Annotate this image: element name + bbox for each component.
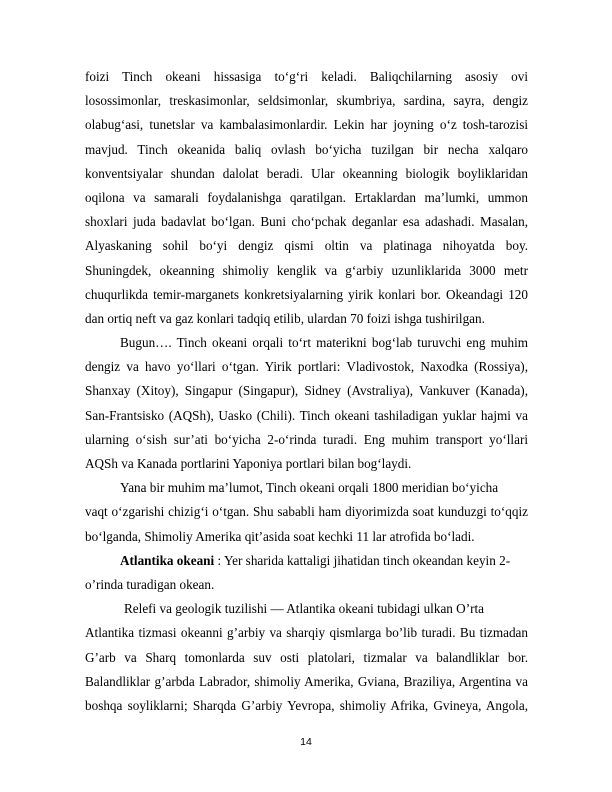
atlantic-heading-line [85,549,528,573]
text-line: foizi Tinch okeani hissasiga to‘g‘ri keladi. Baliqchilarning asosiy ovi [85,69,528,84]
text-line: olabug‘asi, tunetslar va kambalasimonlardir. Lekin har joyning o‘z tosh-tarozisi [85,117,528,133]
paragraph-start-line: Yana bir muhim ma’lumot, Tinch okeani orqali 1800 meridian bo‘yicha [120,480,499,496]
text-line: vaqt o‘zgarishi chizig‘i o‘tgan. Shu sababli ham diyorimizda soat kunduzgi to‘qqiz [85,504,528,520]
atlantic-heading-text: : Yer sharida kattaligi jihatidan tinch okeandan keyin 2- [214,552,511,568]
text-line: Atlantika tizmasi okeanni g’arbiy va sharqiy qismlarga bo’lib turadi. Bu tizmadan [85,625,528,641]
text-line: konventsiyalar shundan dalolat beradi. Ular okeanning biologik boyliklaridan [85,165,528,181]
text-line: Alyaskaning sohil bo‘yi dengiz qismi oltin va platinaga nihoyatda boy. [85,238,528,254]
paragraph-start-line: Bugun…. Tinch okeani orqali to‘rt materikni bog‘lab turuvchi eng muhim [120,335,528,351]
text-line: AQSh va Kanada portlarini Yaponiya portlari bilan bog‘laydi. [85,456,412,471]
atlantic-heading: Atlantika okeani [120,552,215,568]
text-line: dan ortiq neft va gaz konlari tadqiq etilib, ulardan 70 foizi ishga tushirilgan. [85,310,485,326]
paragraph-start-line: Relefi va geologik tuzilishi — Atlantika okeani tubidagi ulkan O’rta [124,601,485,617]
text-line: Shanxay (Xitoy), Singapur (Singapur), Sidney (Avstraliya), Vankuver (Kanada), [85,383,528,399]
text-line: Shuningdek, okeanning shimoliy kenglik va g‘arbiy uzunliklarida 3000 metr [85,262,528,278]
text-line: boshqa soyliklarni; Sharqda G’arbiy Yevropa, shimoliy Afrika, Gvineya, Angola, [85,697,528,713]
text-line: mavjud. Tinch okeanida baliq ovlash bo‘yicha tuzilgan bir necha xalqaro [85,141,528,157]
text-line: oqilona va samarali foydalanishga qaratilgan. Ertaklardan ma’lumki, ummon [85,189,528,205]
text-line: G’arb va Sharq tomonlarda suv osti platolari, tizmalar va balandliklar bor. [85,649,528,665]
text-line: chuqurlikda temir-marganets konkretsiyalarning yirik konlari bor. Okeandagi 120 [85,286,528,302]
text-line: losossimonlar, treskasimonlar, seldsimonlar, skumbriya, sardina, sayra, dengiz [85,93,528,109]
text-line: shoxlari juda badavlat bo‘lgan. Buni cho‘pchak deganlar esa adashadi. Masalan, [85,214,528,230]
text-line: dengiz va havo yo‘llari o‘tgan. Yirik portlari: Vladivostok, Naxodka (Rossiya), [85,359,528,375]
text-line: Balandliklar g’arbda Labrador, shimoliy Amerika, Gviana, Braziliya, Argentina va [85,673,528,689]
text-line: San-Frantsisko (AQSh), Uasko (Chili). Tinch okeani tashiladigan yuklar hajmi va [85,407,528,423]
page-number: 14 [300,736,312,748]
text-line: bo‘lganda, Shimoliy Amerika qit’asida soat kechki 11 lar atrofida bo‘ladi. [85,528,475,544]
text-line: o’rinda turadigan okean. [85,576,215,592]
body-text [85,65,528,718]
text-line: ularning o‘sish sur’ati bo‘yicha 2-o‘rinda turadi. Eng muhim transport yo‘llari [85,431,528,447]
